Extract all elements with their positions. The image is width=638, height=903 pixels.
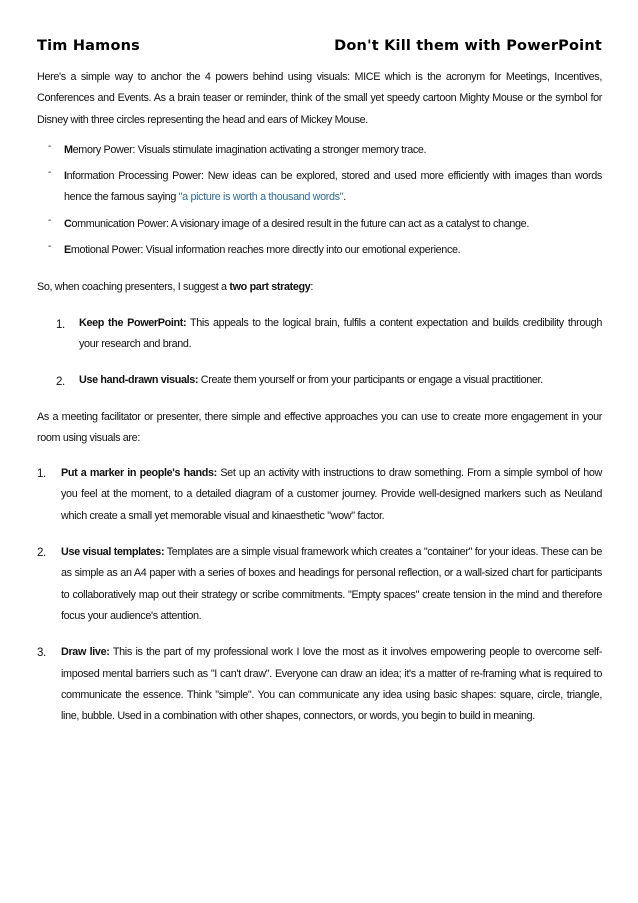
bullet-dash: - [48,214,51,226]
item-text: This appeals to the logical brain, fulfils a content expectation and builds credibility through your research and brand. [79,316,602,350]
strategy-intro-bold: two part strategy [229,281,311,294]
bullet-dash: - [48,241,51,253]
item-text: This is the part of my professional work I love the most as it involves empowering people to overcome self-imposed mental barriers such as "I can't draw". Everyone can draw an idea; it's a matter of re-framing what is required to communicate the essence. Think "simple". You can communicate any idea using basic shapes: square, circle, triangle, line, bubble. Used in a combination with other shapes, connectors, or words, you begin to build in meaning. [61,646,602,723]
item-text: ommunication Power: A visionary image of a desired result in the future can act as a catalyst to change. [71,217,529,230]
list-item [37,642,602,727]
item-number: 3. [37,647,46,660]
item-text: nformation Processing Power: New ideas can be explored, stored and used more efficiently with images than words hence the famous saying [64,170,602,204]
strategy-intro [37,277,602,298]
item-text-end: . [343,191,346,204]
powers-list [37,140,602,261]
item-number: 1. [37,468,46,481]
list-item [37,542,602,627]
author-name: Tim Hamons [37,38,140,54]
item-number: 1. [56,318,65,331]
item-initial: I [64,170,67,183]
intro-paragraph: Here's a simple way to anchor the 4 powers behind using visuals: MICE which is the acronym for Meetings, Incentives, Conferences and Events. As a brain teaser or reminder, think of the small yet speedy cartoon Mighty Mouse or the symbol for Disney with three circles representing the head and ears of Mickey Mouse. [37,71,602,126]
item-heading: Keep the PowerPoint: [79,316,187,329]
item-heading: Put a marker in people's hands: [61,467,217,480]
approaches-list [37,463,602,727]
strategy-intro-text: So, when coaching presenters, I suggest a [37,281,230,294]
item-text: Templates are a simple visual framework which creates a "container" for your ideas. These can be as simple as an A4 paper with a series of boxes and headings for personal reflection, or a wall-sized chart for participants to collaboratively map out their strategy or scribe commitments. "Empty spaces" create tension in the mind and therefore focus your audience's attention. [61,546,602,622]
item-initial: M [64,143,73,156]
bullet-dash: - [48,167,51,179]
list-item [37,463,602,527]
page-header [37,38,602,60]
bullet-dash: - [48,140,51,152]
item-text: motional Power: Visual information reaches more directly into our emotional experience. [70,244,461,257]
item-text: Set up an activity with instructions to draw something. From a simple symbol of how you feel at the moment, to a detailed diagram of a customer journey. Provide well-designed markers such as Neuland which create a small yet memorable visual and kinaesthetic "wow" factor. [61,467,602,522]
list-item [37,214,602,235]
item-initial: C [64,217,72,230]
approaches-intro: As a meeting facilitator or presenter, there simple and effective approaches you can use to create more engagement in your room using visuals are: [37,410,602,444]
strategy-intro-end: : [310,281,314,294]
item-number: 2. [56,376,65,389]
list-item [37,313,602,356]
strategy-list [37,313,602,392]
item-number: 2. [37,547,46,560]
item-text: Create them yourself or from your participants or engage a visual practitioner. [198,374,543,387]
quote-text: "a picture is worth a thousand words" [178,191,344,204]
list-item [37,166,602,209]
item-text: emory Power: Visuals stimulate imagination activating a stronger memory trace. [72,143,427,156]
item-heading: Draw live: [61,646,110,659]
item-heading: Use visual templates: [61,546,165,559]
item-initial: E [64,244,71,257]
item-heading: Use hand-drawn visuals: [79,374,199,387]
list-item [37,140,602,161]
list-item [37,370,602,391]
document-title: Don't Kill them with PowerPoint [334,38,602,54]
list-item [37,240,602,261]
